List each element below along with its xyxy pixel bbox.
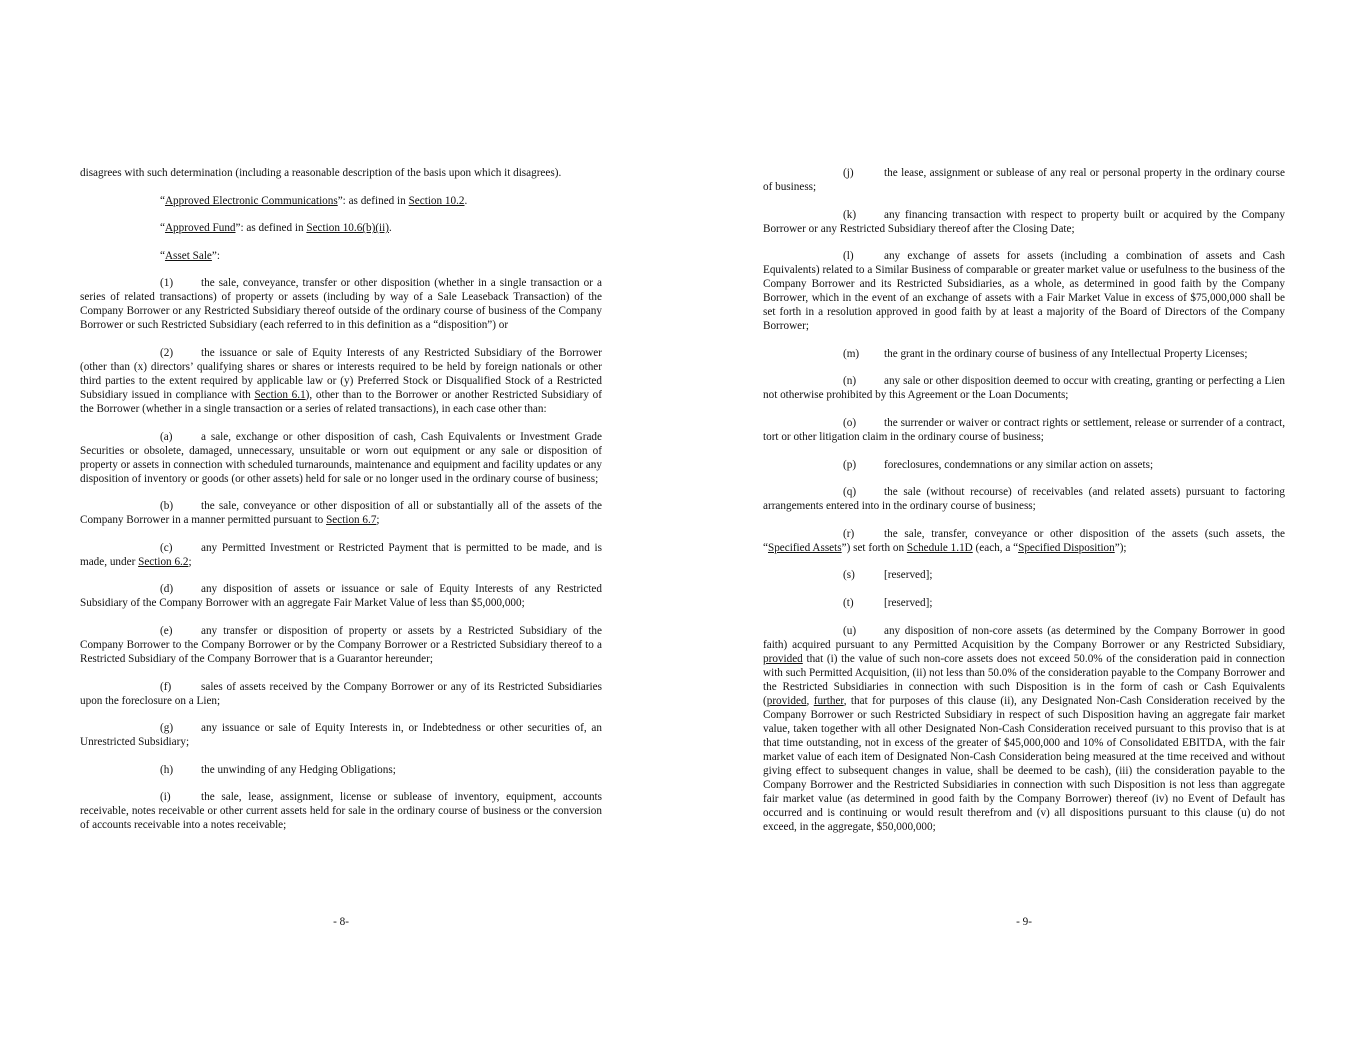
right-paragraph-3-text: any exchange of assets for assets (including a combination of assets and Cash Equivalents) related to a Similar Business of comparable or greater market value or usefulness to the business of the Company Borrower and its Restricted Subsidiaries, as a whole, as determined in good faith by the Company Borrower, which in the event of an exchange of assets with a Fair Market Value in excess of $75,000,000 shall be set forth in a resolution approved in good faith by at least a majority of the Board of Directors of the Company Borrower;: [763, 250, 1285, 333]
right-paragraph-9-text: ”);: [1114, 541, 1127, 554]
right-paragraph-10-number: (s): [843, 569, 855, 582]
right-paragraph-1: [763, 166, 1285, 194]
right-paragraph-9-text: the sale, transfer, conveyance or other disposition of the assets (such assets, the “: [763, 527, 1285, 554]
left-paragraph-8: [80, 499, 602, 527]
left-paragraph-6-text: ), other than to the Borrower or another Restricted Subsidiary of the Borrower (whether in a single transaction or a series of related transactions), in each case other than:: [80, 388, 602, 415]
left-paragraph-5: [80, 276, 602, 332]
left-page: [0, 0, 682, 1055]
left-paragraph-10-number: (d): [160, 583, 174, 596]
left-paragraph-7: [80, 430, 602, 486]
left-paragraph-9: [80, 541, 602, 569]
left-paragraph-9-reference: Section 6.2: [138, 555, 189, 568]
right-paragraph-12-text: that (i) the value of such non-core assets does not exceed 50.0% of the consideration paid in connection with such Permitted Acquisition, (ii) not less than 50.0% of the consideration payable to the Company Borrower and the Restricted Subsidiaries in connection with such Disposition is in the form of cash or Cash Equivalents (: [763, 652, 1285, 707]
right-paragraph-12-text: any disposition of non-core assets (as determined by the Company Borrower in good faith) acquired pursuant to any Permitted Acquisition by the Company Borrower or any Restricted Subsidiary,: [763, 624, 1285, 651]
left-paragraph-3: [80, 221, 602, 235]
right-paragraph-5-text: any sale or other disposition deemed to occur with creating, granting or perfecting a Lien not otherwise prohibited by this Agreement or the Loan Documents;: [763, 375, 1285, 402]
left-paragraph-13: [80, 721, 602, 749]
left-paragraph-14: [80, 763, 602, 777]
right-paragraph-6: [763, 416, 1285, 444]
right-paragraph-1-number: (j): [843, 167, 854, 179]
left-paragraph-5-number: (1): [160, 277, 174, 290]
left-paragraph-10-text: any disposition of assets or issuance or sale of Equity Interests of any Restricted Subsidiary of the Company Borrower with an aggregate Fair Market Value of less than $5,000,000;: [80, 583, 602, 610]
right-paragraph-6-number: (o): [843, 416, 857, 429]
right-paragraph-10-text: [reserved];: [884, 569, 933, 582]
right-paragraph-7-text: foreclosures, condemnations or any similar action on assets;: [884, 458, 1154, 471]
left-paragraph-15-number: (i): [160, 791, 171, 804]
right-paragraph-4: [763, 347, 1285, 361]
left-paragraph-2-text: ”: as defined in: [337, 194, 409, 207]
right-paragraph-9-reference: Specified Disposition: [1018, 541, 1115, 554]
left-paragraph-11-text: any transfer or disposition of property or assets by a Restricted Subsidiary of the Company Borrower to the Company Borrower or by the Company Borrower or a Restricted Subsidiary thereof to a Restricted Subsidiary of the Company Borrower that is a Guarantor hereunder;: [80, 624, 602, 665]
right-paragraph-8: [763, 485, 1285, 513]
right-paragraph-11-number: (t): [843, 596, 854, 609]
left-paragraph-6-number: (2): [160, 346, 174, 359]
right-paragraph-1-text: the lease, assignment or sublease of any real or personal property in the ordinary course of business;: [763, 167, 1285, 193]
left-paragraph-11: [80, 624, 602, 666]
right-column: [763, 166, 1285, 834]
right-paragraph-3: [763, 249, 1285, 333]
left-paragraph-4-reference: Asset Sale: [164, 249, 212, 262]
right-paragraph-6-text: the surrender or waiver or contract rights or settlement, release or surrender of a contract, tort or other litigation claim in the ordinary course of business;: [763, 416, 1285, 443]
left-paragraph-5-text: the sale, conveyance, transfer or other disposition (whether in a single transaction or a series of related transactions) of property or assets (including by way of a Sale Leaseback Transaction) of the Company Borrower or any Restricted Subsidiary thereof outside of the ordinary course of business of the Company Borrower or such Restricted Subsidiary (each referred to in this definition as a “disposition”) or: [80, 277, 602, 332]
left-paragraph-12: [80, 680, 602, 708]
right-paragraph-10: [763, 568, 1285, 582]
right-paragraph-9-text: ”) set forth on: [841, 541, 907, 554]
right-paragraph-2: [763, 208, 1285, 236]
left-column: [80, 166, 602, 832]
left-paragraph-2-text: “: [160, 194, 165, 207]
right-paragraph-2-number: (k): [843, 208, 857, 221]
left-paragraph-15: [80, 790, 602, 832]
left-paragraph-10: [80, 582, 602, 610]
left-paragraph-2-reference: Approved Electronic Communications: [164, 194, 338, 207]
left-paragraph-11-number: (e): [160, 624, 173, 637]
right-paragraph-7: [763, 458, 1285, 472]
right-paragraph-9-reference: Schedule 1.1D: [906, 541, 973, 554]
left-page-number: - 8-: [333, 916, 349, 928]
left-paragraph-9-number: (c): [160, 541, 173, 554]
right-paragraph-9: [763, 527, 1285, 555]
left-paragraph-14-number: (h): [160, 763, 174, 776]
right-paragraph-12-reference: provided: [766, 694, 807, 707]
right-paragraph-11: [763, 596, 1285, 610]
left-paragraph-13-number: (g): [160, 722, 174, 735]
left-paragraph-6: [80, 346, 602, 416]
right-paragraph-7-number: (p): [843, 458, 857, 471]
right-page: [683, 0, 1365, 1055]
left-paragraph-12-number: (f): [160, 680, 172, 693]
right-paragraph-9-number: (r): [843, 527, 855, 540]
right-paragraph-12-text: ,: [806, 694, 814, 707]
right-paragraph-5: [763, 374, 1285, 402]
left-paragraph-12-text: sales of assets received by the Company Borrower or any of its Restricted Subsidiaries upon the foreclosure on a Lien;: [80, 680, 602, 707]
left-paragraph-15-text: the sale, lease, assignment, license or sublease of inventory, equipment, accounts receivable, notes receivable or other current assets held for sale in the ordinary course of business or the conversion of accounts receivable into a notes receivable;: [80, 791, 602, 832]
right-paragraph-8-text: the sale (without recourse) of receivables (and related assets) pursuant to factoring arrangements entered into in the ordinary course of business;: [763, 486, 1285, 513]
left-paragraph-3-text: ”: as defined in: [235, 222, 307, 235]
left-paragraph-6-reference: Section 6.1: [254, 388, 306, 401]
left-paragraph-8-number: (b): [160, 500, 174, 513]
left-paragraph-8-reference: Section 6.7: [326, 514, 377, 527]
left-paragraph-7-text: a sale, exchange or other disposition of cash, Cash Equivalents or Investment Grade Securities or obsolete, damaged, unnecessary, unsuitable or worn out equipment or any sale or disposition of property or assets in connection with scheduled turnarounds, maintenance and equipment and facility updates or any disposition of inventory or goods (or other assets) held for sale or no longer used in the ordinary course of business;: [80, 430, 602, 485]
right-page-number: - 9-: [1016, 916, 1032, 928]
left-paragraph-2-reference: Section 10.2: [408, 194, 465, 207]
left-paragraph-1-text: disagrees with such determination (including a reasonable description of the basis upon which it disagrees).: [80, 167, 562, 179]
left-paragraph-3-reference: Approved Fund: [164, 222, 236, 235]
left-paragraph-6-text: the issuance or sale of Equity Interests of any Restricted Subsidiary of the Borrower (other than (x) directors’ qualifying shares or shares or interests required to be held by foreign nationals or other third parties to the extent required by applicable law or (y) Preferred Stock or Disqualified Stock of a Restricted Subsidiary issued in compliance with: [80, 346, 602, 401]
right-paragraph-12-text: , that for purposes of this clause (ii), any Designated Non-Cash Consideration received by the Company Borrower or such Restricted Subsidiary in respect of such Disposition having an aggregate fair market value, taken together with all other Designated Non-Cash Consideration received pursuant to this proviso that is at that time outstanding, not in excess of the greater of $45,000,000 and 10% of Consolidated EBITDA, with the fair market value of each item of Designated Non-Cash Consideration being measured at the time received and without giving effect to subsequent changes in value, shall be deemed to be cash), (iii) the consideration payable to the Company Borrower and the Restricted Subsidiaries in connection with such Disposition is not less than aggregate fair market value (as determined in good faith by the Company Borrower) thereof (iv) no Event of Default has occurred and is continuing or would result therefrom and (v) all dispositions pursuant to this clause (u) do not exceed, in the aggregate, $50,000,000;: [763, 694, 1285, 833]
right-paragraph-2-text: any financing transaction with respect to property built or acquired by the Company Borrower or any Restricted Subsidiary thereof after the Closing Date;: [763, 208, 1285, 235]
right-paragraph-12: [763, 624, 1285, 834]
right-paragraph-8-number: (q): [843, 486, 857, 499]
left-paragraph-2: [80, 194, 602, 208]
right-paragraph-4-number: (m): [843, 347, 860, 360]
right-paragraph-12-reference: provided: [763, 652, 803, 665]
left-paragraph-1: [80, 166, 602, 180]
right-paragraph-9-reference: Specified Assets: [767, 541, 842, 554]
left-paragraph-4-text: “: [160, 249, 165, 262]
left-paragraph-3-reference: Section 10.6(b)(ii): [306, 222, 390, 235]
right-paragraph-12-number: (u): [843, 624, 857, 637]
left-paragraph-2-text: .: [464, 194, 468, 207]
right-paragraph-3-number: (l): [843, 250, 854, 263]
left-paragraph-9-text: ;: [188, 555, 192, 568]
right-paragraph-4-text: the grant in the ordinary course of business of any Intellectual Property Licenses;: [884, 347, 1248, 360]
left-paragraph-7-number: (a): [160, 430, 173, 443]
left-paragraph-8-text: the sale, conveyance or other disposition of all or substantially all of the assets of the Company Borrower in a manner permitted pursuant to: [80, 500, 602, 527]
left-paragraph-4: [80, 249, 602, 263]
left-paragraph-3-text: “: [160, 222, 165, 235]
left-paragraph-13-text: any issuance or sale of Equity Interests in, or Indebtedness or other securities of, an Unrestricted Subsidiary;: [80, 722, 602, 749]
left-paragraph-9-text: any Permitted Investment or Restricted Payment that is permitted to be made, and is made, under: [80, 541, 602, 568]
left-paragraph-3-text: .: [389, 222, 392, 235]
left-paragraph-8-text: ;: [376, 514, 380, 527]
right-paragraph-9-text: (each, a “: [972, 541, 1019, 554]
left-paragraph-4-text: ”:: [211, 249, 220, 262]
right-paragraph-11-text: [reserved];: [884, 596, 933, 609]
right-paragraph-5-number: (n): [843, 375, 857, 388]
left-paragraph-14-text: the unwinding of any Hedging Obligations;: [201, 763, 396, 776]
right-paragraph-12-reference: further: [813, 694, 844, 707]
